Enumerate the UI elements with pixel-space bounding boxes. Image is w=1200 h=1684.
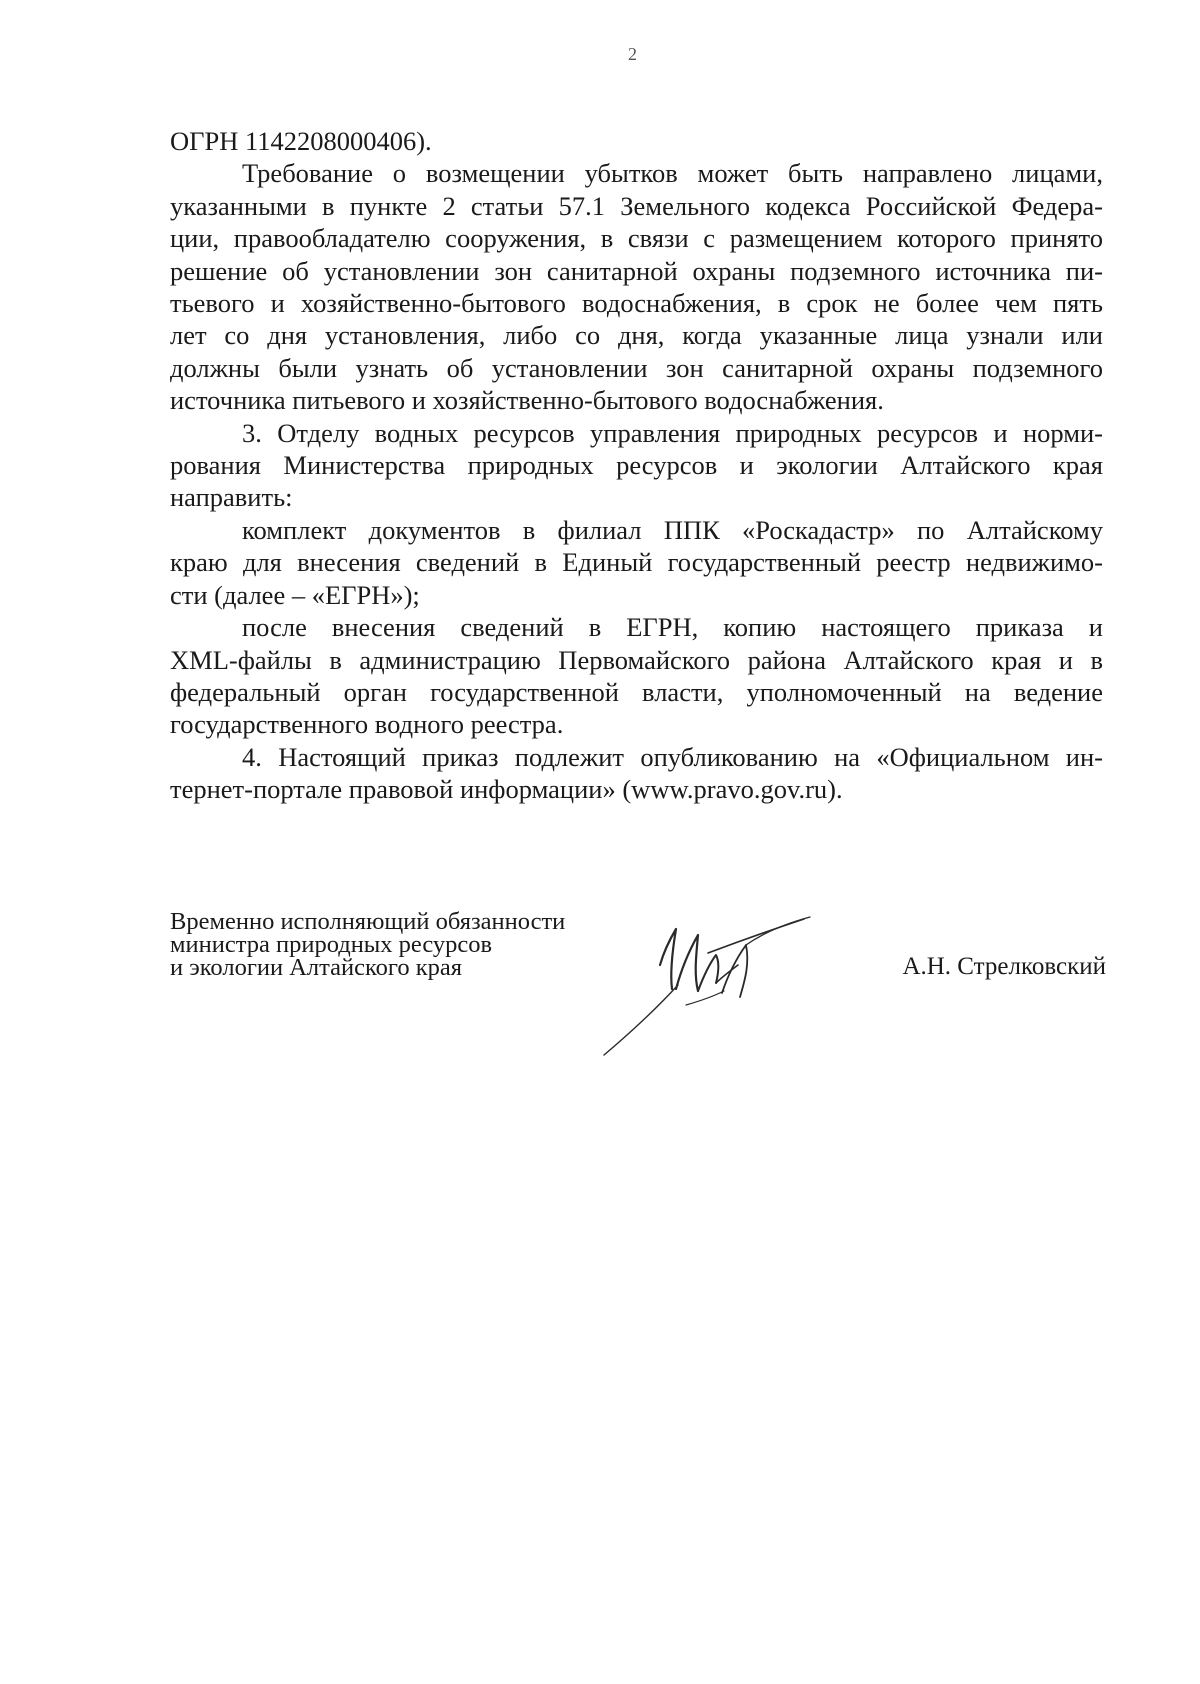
text-line: направить: [170,482,293,513]
text-line: ОГРН 1142208000406). [170,126,432,156]
text-line: ции, правообладателю сооружения, в связи с размещением которого принято [170,223,1103,254]
text-line: должны были узнать об установлении зон санитарной охраны подземного [170,352,1103,383]
text-line: лет со дня установления, либо со дня, когда указанные лица узнали или [170,320,1103,351]
signatory-name: А.Н. Стрелковский [902,953,1106,980]
text-line: указанными в пункте 2 статьи 57.1 Земельного кодекса Российской Федера- [170,190,1103,221]
page-number: 2 [628,44,637,64]
text-line: 3. Отделу водных ресурсов управления природных ресурсов и норми- [242,417,1103,448]
position-line: и экологии Алтайского края [170,954,463,981]
text-line: 4. Настоящий приказ подлежит опубликованию на «Официальном ин- [242,741,1103,772]
text-line: комплект документов в филиал ППК «Роскадастр» по Алтайскому [242,514,1103,545]
text-line: сти (далее – «ЕГРН»); [170,579,420,610]
text-line: рования Министерства природных ресурсов и экологии Алтайского края [170,450,1103,481]
text-line: государственного водного реестра. [170,709,564,740]
text-line: источника питьевого и хозяйственно-бытового водоснабжения. [170,385,884,416]
handwritten-signature [590,905,830,1060]
text-line: тьевого и хозяйственно-бытового водоснабжения, в срок не более чем пять [170,288,1103,319]
text-line: решение об установлении зон санитарной охраны подземного источника пи- [170,255,1103,286]
position-line: министра природных ресурсов [170,931,493,958]
position-line: Временно исполняющий обязанности [170,908,566,935]
text-line: краю для внесения сведений в Единый государственный реестр недвижимо- [170,547,1103,578]
text-line: после внесения сведений в ЕГРН, копию настоящего приказа и [242,612,1103,643]
text-line: XML-файлы в администрацию Первомайского района Алтайского края и в [170,644,1103,675]
text-line: федеральный орган государственной власти, уполномоченный на ведение [170,676,1103,707]
text-line: тернет-портале правовой информации» (www.pravo.gov.ru). [170,774,843,805]
document-body [170,125,1103,806]
text-line: Требование о возмещении убытков может быть направлено лицами, [242,158,1103,189]
